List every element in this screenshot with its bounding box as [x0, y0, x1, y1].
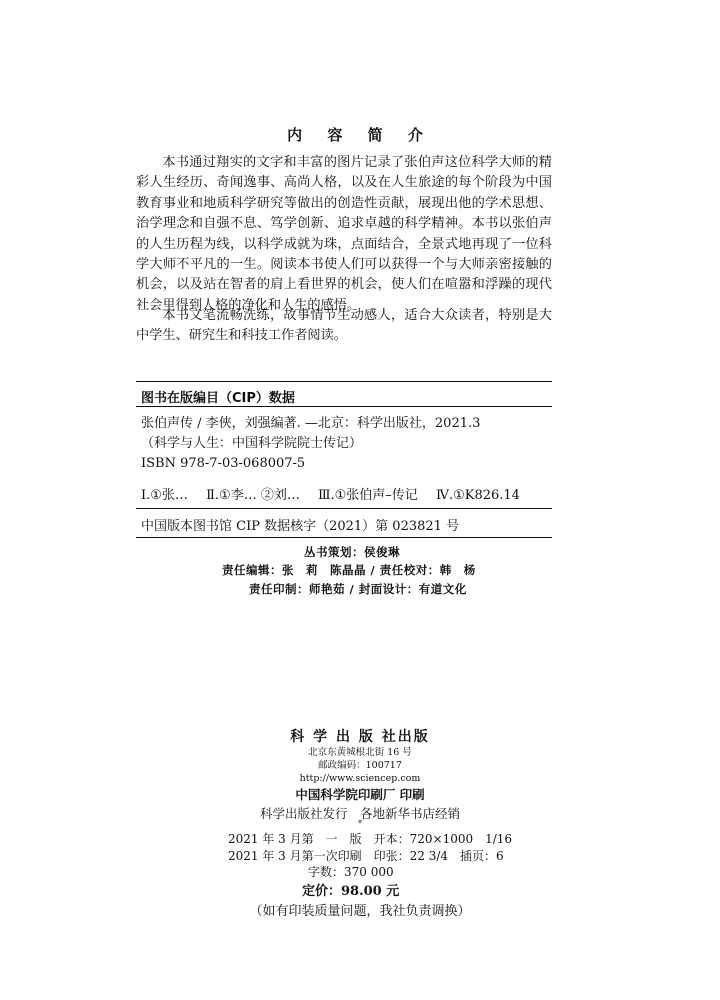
- editor-credit: 责任编辑：张 莉 陈晶晶 / 责任校对：韩 杨: [222, 563, 476, 577]
- cip-record: [141, 414, 480, 474]
- edition-line-2: 2021 年 3 月第一次印刷 印张：22 3/4 插页：6: [228, 849, 504, 863]
- price: 定价：98.00 元: [302, 884, 400, 899]
- divider-cip-number: [136, 508, 552, 509]
- summary-paragraph-1: 本书通过翔实的文字和丰富的图片记录了张伯声这位科学大师的精彩人生经历、奇闻逸事、高尚人格，以及在人生旅途的每个阶段为中国教育事业和地质科学研究等做出的创造性贡献，展现出他的学术思想、治学理念和自强不息、笃学创新、追求卓越的科学精神。本书以张伯声的人生历程为线，以科学成就为珠，点面结合，全景式地再现了一位科学大师不平凡的一生。阅读本书使人们可以获得一个与大师亲密接触的机会，以及站在智者的肩上看世界的机会，使人们在喧嚣和浮躁的现代社会里得到人格的净化和人生的感悟。: [136, 155, 552, 313]
- cip-classification: [141, 484, 534, 503]
- printer-line: 中国科学院印刷厂 印刷: [295, 787, 425, 802]
- summary-paragraph-2: 本书文笔流畅洗练，故事情节生动感人，适合大众读者，特别是大中学生、研究生和科技工作者阅读。: [136, 308, 552, 344]
- publisher-zip: 邮政编码：100717: [318, 760, 402, 771]
- cip-line-title: 张伯声传 / 李俠，刘强编著. —北京：科学出版社，2021.3: [141, 416, 481, 431]
- cip-line-isbn: ISBN 978-7-03-068007-5: [141, 456, 306, 471]
- publisher-name: 科 学 出 版 社出版: [290, 729, 430, 745]
- word-count: 字数：370 000: [308, 865, 394, 879]
- separator-star: *: [358, 819, 362, 828]
- publisher-address: 北京东黄城根北街 16 号: [308, 747, 412, 758]
- classification-item: Ⅰ.①张…: [141, 488, 188, 503]
- classification-item: Ⅱ.①李… ②刘…: [206, 488, 300, 503]
- edition-line-1: 2021 年 3 月第 一 版 开本：720×1000 1/16: [228, 832, 513, 846]
- cip-data-number: 中国版本图书馆 CIP 数据核字（2021）第 023821 号: [141, 519, 460, 534]
- summary-title: 内 容 简 介: [287, 126, 433, 144]
- divider-cip-heading: [136, 406, 552, 407]
- publisher-website: http://www.sciencep.com: [299, 773, 421, 784]
- divider-bottom: [136, 537, 552, 538]
- series-planning-credit: 丛书策划：侯俊琳: [304, 545, 400, 559]
- cip-heading: 图书在版编目（CIP）数据: [141, 391, 295, 406]
- classification-item: Ⅳ.①K826.14: [435, 488, 520, 503]
- summary-body-2: [136, 306, 552, 347]
- distribution-line: 科学出版社发行 各地新华书店经销: [259, 806, 460, 821]
- divider-top: [136, 381, 552, 382]
- print-design-credit: 责任印制：师艳茹 / 封面设计：有道文化: [249, 582, 467, 596]
- classification-item: Ⅲ.①张伯声–传记: [317, 488, 418, 503]
- summary-body: [136, 153, 552, 316]
- cip-line-series: （科学与人生：中国科学院院士传记）: [141, 436, 363, 451]
- quality-notice: （如有印装质量问题，我社负责调换）: [249, 904, 471, 919]
